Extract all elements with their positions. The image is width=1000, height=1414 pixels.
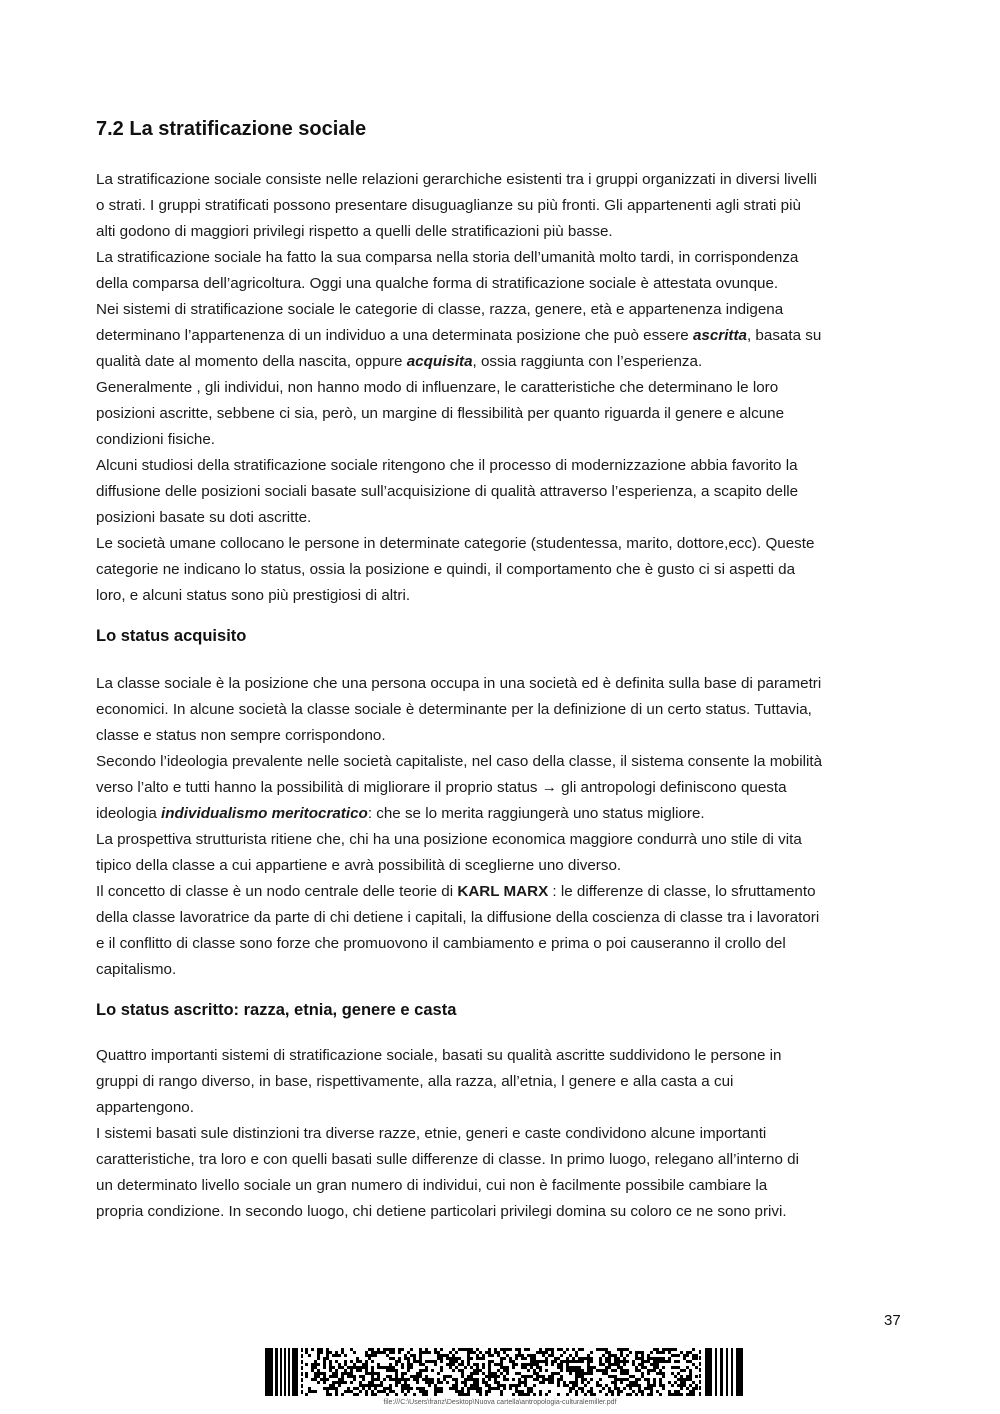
text-line: La prospettiva strutturista ritiene che, chi ha una posizione economica maggiore condurrà uno stile di vita xyxy=(96,831,802,848)
section-heading: 7.2 La stratificazione sociale xyxy=(96,118,367,140)
subheading-acquired-status: Lo status acquisito xyxy=(96,627,247,645)
text-line: e il conflitto di classe sono forze che promuovono il cambiamento e prima o poi causeranno il crollo del xyxy=(96,935,786,952)
text-line: La stratificazione sociale consiste nelle relazioni gerarchiche esistenti tra i gruppi organizzati in diversi livelli xyxy=(96,171,817,188)
text-line: economici. In alcune società la classe sociale è determinante per la definizione di un certo status. Tuttavia, xyxy=(96,701,812,718)
subheading-ascribed-status: Lo status ascritto: razza, etnia, genere e casta xyxy=(96,1001,457,1019)
text-line xyxy=(96,349,908,375)
text-line: categorie ne indicano lo status, ossia la posizione e quindi, il comportamento che è gusto ci si aspetti da xyxy=(96,561,796,578)
text-run: , ossia raggiunta con l’esperienza. xyxy=(472,353,703,370)
text-run: determinano l’appartenenza di un individuo a una determinata posizione che può essere xyxy=(96,327,693,344)
emphasis-karl-marx: KARL MARX xyxy=(457,883,549,900)
text-line: Generalmente , gli individui, non hanno modo di influenzare, le caratteristiche che determinano le loro xyxy=(96,379,779,396)
text-run: : che se lo merita raggiungerà uno status migliore. xyxy=(367,805,705,822)
page-number: 37 xyxy=(884,1312,901,1329)
text-line: della classe lavoratrice da parte di chi detiene i capitali, la diffusione della coscienza di classe tra i lavoratori xyxy=(96,909,820,926)
text-line: condizioni fisiche. xyxy=(96,431,216,448)
footer-file-path: file:///C:\Users\franz\Desktop\Nuova cartella\antropologia-culturalemiller.pdf xyxy=(383,1399,617,1406)
barcode-icon xyxy=(265,1348,743,1396)
text-run: : le differenze di classe, lo sfruttamento xyxy=(548,883,816,900)
text-run: qualità date al momento della nascita, oppure xyxy=(96,353,407,370)
emphasis-individualismo: individualismo meritocratico xyxy=(161,805,368,822)
text-line: tipico della classe a cui appartiene e avrà possibilità di sceglierne uno diverso. xyxy=(96,857,622,874)
text-line: Nei sistemi di stratificazione sociale le categorie di classe, razza, genere, età e appartenenza indigena xyxy=(96,301,784,318)
text-line: posizioni ascritte, sebbene ci sia, però, un margine di flessibilità per quanto riguarda il genere e alcune xyxy=(96,405,785,422)
text-line: Secondo l’ideologia prevalente nelle società capitaliste, nel caso della classe, il sistema consente la mobilità xyxy=(96,753,823,770)
text-line xyxy=(96,801,908,827)
text-line xyxy=(96,323,908,349)
text-line: capitalismo. xyxy=(96,961,177,978)
text-line: Alcuni studiosi della stratificazione sociale ritengono che il processo di modernizzazione abbia favorito la xyxy=(96,457,798,474)
text-line: gruppi di rango diverso, in base, rispettivamente, alla razza, all’etnia, l genere e alla casta a cui xyxy=(96,1073,734,1090)
text-run: , basata su xyxy=(746,327,822,344)
emphasis-ascritta: ascritta xyxy=(692,327,747,344)
text-line: caratteristiche, tra loro e con quelli basati sulle differenze di classe. In primo luogo, relegano all’interno di xyxy=(96,1151,799,1168)
intro-paragraph xyxy=(96,167,908,609)
text-line: verso l’alto e tutti hanno la possibilità di migliorare il proprio status → gli antropologi definiscono questa xyxy=(96,779,787,796)
ascribed-status-paragraph xyxy=(96,1043,908,1225)
text-line: o strati. I gruppi stratificati possono presentare disuguaglianze su più fronti. Gli appartenenti agli strati più xyxy=(96,197,801,214)
text-line: propria condizione. In secondo luogo, chi detiene particolari privilegi domina su coloro ce ne sono privi. xyxy=(96,1203,787,1220)
text-line: loro, e alcuni status sono più prestigiosi di altri. xyxy=(96,587,411,604)
text-line: La classe sociale è la posizione che una persona occupa in una società ed è definita sulla base di parametri xyxy=(96,675,822,692)
text-line xyxy=(96,879,908,905)
acquired-status-paragraph xyxy=(96,671,908,983)
text-run: ideologia xyxy=(96,805,162,822)
text-line: diffusione delle posizioni sociali basate sull’acquisizione di qualità attraverso l’esperienza, a scapito delle xyxy=(96,483,799,500)
emphasis-acquisita: acquisita xyxy=(406,353,473,370)
text-line: della comparsa dell’agricoltura. Oggi una qualche forma di stratificazione sociale è attestata ovunque. xyxy=(96,275,779,292)
text-line: un determinato livello sociale un gran numero di individui, cui non è facilmente possibile cambiare la xyxy=(96,1177,768,1194)
text-line: classe e status non sempre corrispondono. xyxy=(96,727,386,744)
text-run: Il concetto di classe è un nodo centrale delle teorie di xyxy=(96,883,458,900)
text-line: appartengono. xyxy=(96,1099,194,1116)
text-line: Le società umane collocano le persone in determinate categorie (studentessa, marito, dottore,ecc). Queste xyxy=(96,535,815,552)
text-line: Quattro importanti sistemi di stratificazione sociale, basati su qualità ascritte suddividono le persone in xyxy=(96,1047,782,1064)
text-line: I sistemi basati sule distinzioni tra diverse razze, etnie, generi e caste condividono alcune importanti xyxy=(96,1125,767,1142)
text-line: alti godono di maggiori privilegi rispetto a quelli delle stratificazioni più basse. xyxy=(96,223,613,240)
text-line: La stratificazione sociale ha fatto la sua comparsa nella storia dell’umanità molto tardi, in corrispondenza xyxy=(96,249,799,266)
text-line: posizioni basate su doti ascritte. xyxy=(96,509,312,526)
